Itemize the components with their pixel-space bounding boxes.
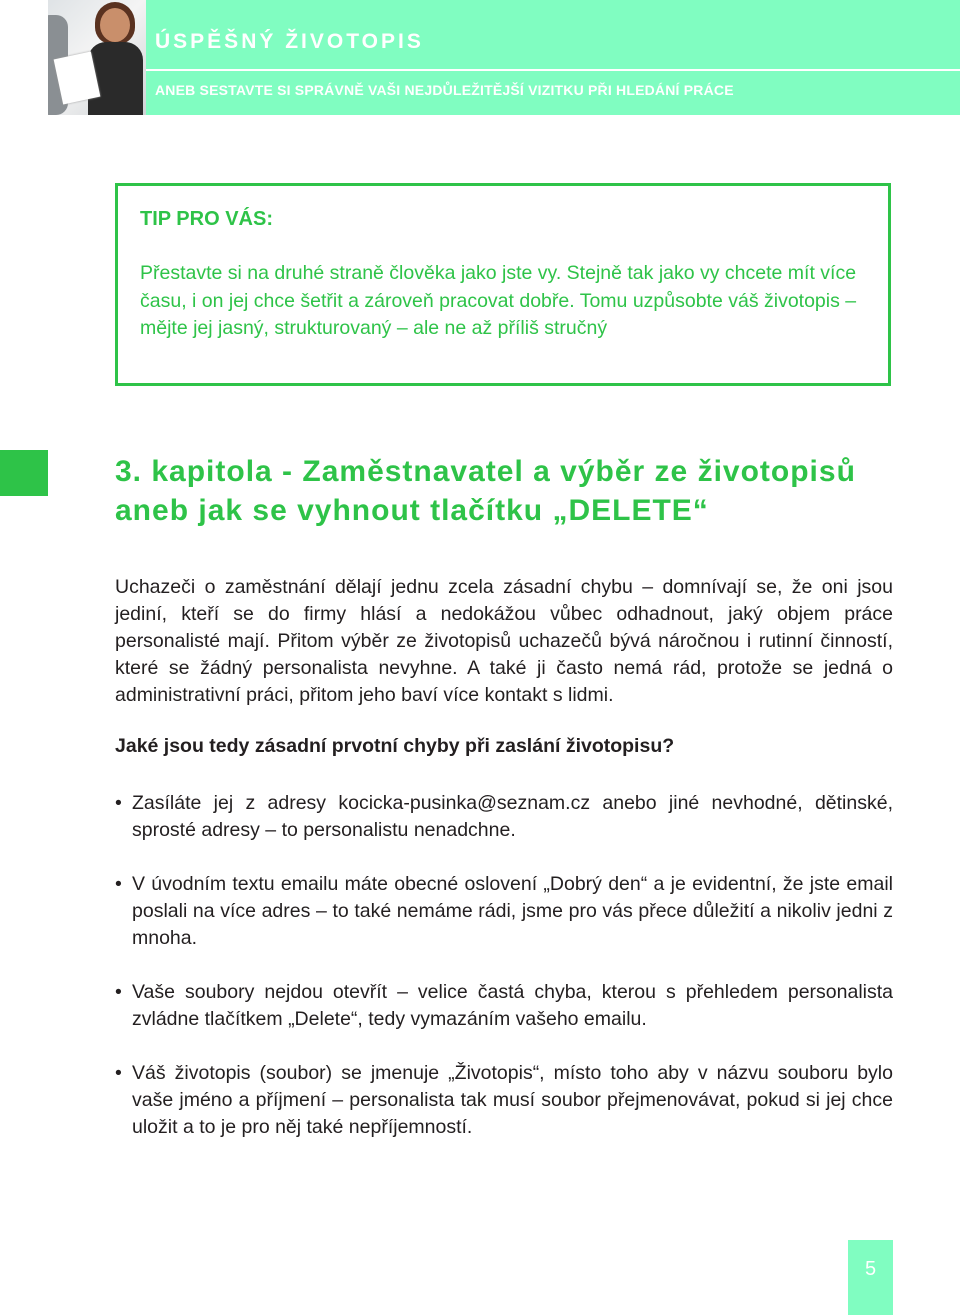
list-item — [115, 790, 893, 844]
page-number-box — [848, 1240, 893, 1315]
header-subtitle: ANEB SESTAVTE SI SPRÁVNĚ VAŠI NEJDŮLEŽITĚJŠÍ VIZITKU PŘI HLEDÁNÍ PRÁCE — [155, 82, 734, 98]
header-photo — [48, 0, 146, 115]
bullet-dot: • — [115, 981, 122, 1003]
error-list — [115, 790, 893, 1168]
list-item-text: Vaše soubory nejdou otevřít – velice častá chyba, kterou s přehledem personalista zvládne tlačítkem „Delete“, tedy vymazáním vašeho emailu. — [132, 981, 893, 1030]
photo-face — [100, 8, 130, 42]
tip-title: TIP PRO VÁS: — [140, 208, 273, 230]
page-number: 5 — [864, 1258, 877, 1280]
header-divider — [146, 69, 960, 71]
chapter-title-line1: 3. kapitola - Zaměstnavatel a výběr ze životopisů — [115, 455, 856, 488]
chapter-title-line2: aneb jak se vyhnout tlačítku „DELETE“ — [115, 494, 709, 527]
list-item — [115, 1060, 893, 1141]
list-item-text: V úvodním textu emailu máte obecné oslovení „Dobrý den“ a je evidentní, že jste email poslali na více adres – to také nemáme rádi, jsme pro vás přece důležití a nikoliv jedni z mnoha. — [132, 873, 893, 949]
list-item — [115, 871, 893, 952]
bullet-dot: • — [115, 792, 122, 814]
bullet-dot: • — [115, 873, 122, 895]
intro-paragraph: Uchazeči o zaměstnání dělají jednu zcela zásadní chybu – domnívají se, že oni jsou jediní, kteří se do firmy hlásí a nedokážou vůbec odhadnout, jaký objem práce personalisté mají. Přitom výběr ze životopisů uchazečů bývá náročnou i rutinní činností, které se žádný personalista nevyhne. A také ji často nemá rád, protože se jedná o administrativní práci, přitom jeho baví více kontakt s lidmi. — [115, 576, 893, 706]
question-heading: Jaké jsou tedy zásadní prvotní chyby při zaslání životopisu? — [115, 735, 675, 757]
tip-text: Přestavte si na druhé straně člověka jako jste vy. Stejně tak jako vy chcete mít více času, i on jej chce šetřit a zároveň pracovat dobře. Tomu uzpůsobte váš životopis – mějte jej jasný, strukturovaný – ale ne až příliš stručný — [140, 262, 857, 339]
list-item — [115, 979, 893, 1033]
list-item-text: Váš životopis (soubor) se jmenuje „Životopis“, místo toho aby v názvu souboru bylo vaše jméno a příjmení – personalista tak musí soubor přejmenovávat, pokud si jej chce uložit a to je pro něj také nepříjemností. — [132, 1062, 893, 1138]
header-title: ÚSPĚŠNÝ ŽIVOTOPIS — [155, 30, 424, 53]
chapter-title — [115, 452, 895, 530]
list-item-text: Zasíláte jej z adresy kocicka-pusinka@seznam.cz anebo jiné nevhodné, dětinské, sprosté adresy – to personalistu nenadchne. — [132, 792, 893, 841]
tip-box — [115, 183, 891, 386]
bullet-dot: • — [115, 1062, 122, 1084]
chapter-marker — [0, 450, 48, 496]
